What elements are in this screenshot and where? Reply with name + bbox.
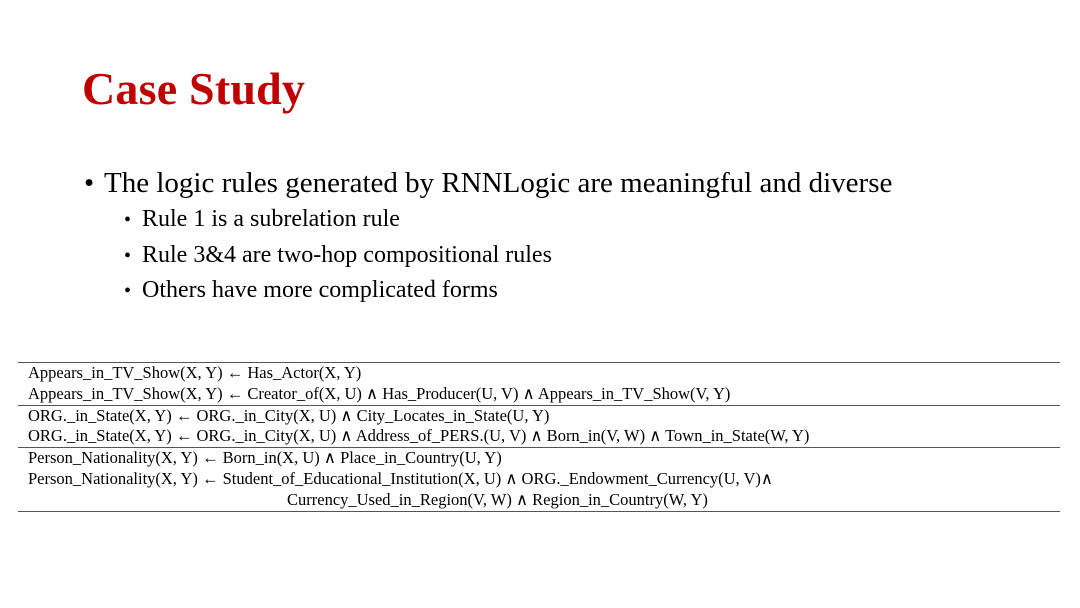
- rule-row: Person_Nationality(X, Y) ← Student_of_Educational_Institution(X, U) ∧ ORG._Endowment_Currency(U, V)∧: [28, 468, 773, 488]
- slide-title: Case Study: [82, 63, 306, 114]
- sub-bullet-text: Rule 3&4 are two-hop compositional rules: [142, 241, 552, 268]
- sub-bullet: [124, 202, 1044, 238]
- sub-bullet-text: Rule 1 is a subrelation rule: [142, 206, 400, 232]
- rule-row: Appears_in_TV_Show(X, Y) ← Has_Actor(X, Y): [28, 363, 362, 382]
- sub-bullet: [124, 238, 1044, 274]
- rule-group-org-state: [18, 405, 1060, 448]
- main-bullet-text: The logic rules generated by RNNLogic are meaningful and diverse: [104, 167, 893, 199]
- sub-bullet-text: Others have more complicated forms: [142, 277, 498, 303]
- bullet-icon: •: [84, 167, 95, 199]
- rule-group-nationality: [18, 447, 1060, 510]
- rule-row-continuation: Currency_Used_in_Region(V, W) ∧ Region_in_Country(W, Y): [287, 489, 708, 509]
- rule-row: Person_Nationality(X, Y) ← Born_in(X, U) ∧ Place_in_Country(U, Y): [28, 448, 502, 468]
- rule-group-tv-show: [18, 363, 1060, 405]
- bullet-icon: •: [124, 280, 132, 302]
- bullet-list: [84, 164, 1044, 309]
- bullet-icon: •: [124, 244, 132, 267]
- rule-row: ORG._in_State(X, Y) ← ORG._in_City(X, U) ∧ Address_of_PERS.(U, V) ∧ Born_in(V, W) ∧ Town_in_State(W, Y): [28, 426, 810, 446]
- bullet-icon: •: [124, 209, 132, 231]
- rule-row: Appears_in_TV_Show(X, Y) ← Creator_of(X, U) ∧ Has_Producer(U, V) ∧ Appears_in_TV_Show(V, Y): [28, 383, 731, 403]
- rules-table: [18, 362, 1060, 512]
- main-bullet: [84, 164, 1044, 202]
- sub-bullet: [124, 273, 1044, 309]
- rule-row: ORG._in_State(X, Y) ← ORG._in_City(X, U) ∧ City_Locates_in_State(U, Y): [28, 405, 550, 425]
